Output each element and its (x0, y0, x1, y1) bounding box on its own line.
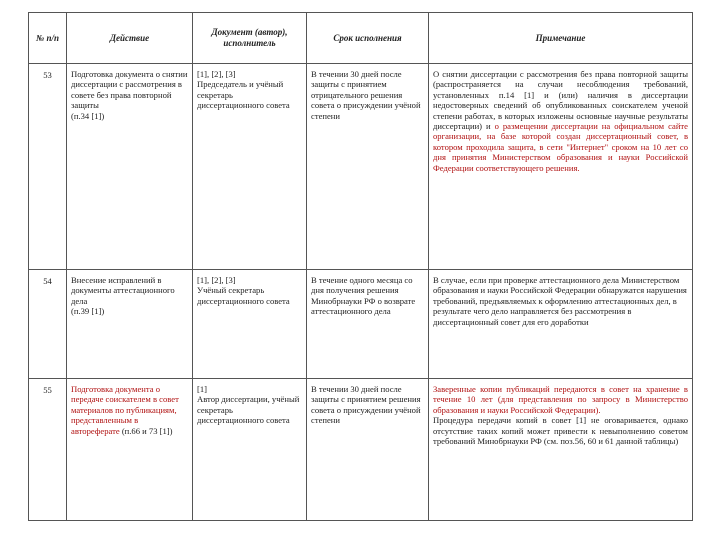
header-document: Документ (автор), исполнитель (193, 13, 307, 64)
note-text: Процедура передачи копий в совет [1] не оговаривается, однако отсутствие таких копий может привести к невыполнению советом требований Минобрнауки РФ (см. поз.56, 60 и 61 данной таблицы) (433, 415, 688, 447)
row-number: 55 (29, 379, 67, 521)
table-row (29, 64, 693, 270)
action-reference: (п.39 [1]) (71, 306, 105, 317)
document-page (28, 12, 692, 528)
document-cell (193, 379, 307, 521)
deadline-cell: В течении 30 дней после защиты с принятием отрицательного решения совета о присуждении учёной степени (307, 64, 429, 270)
row-number: 54 (29, 270, 67, 379)
header-num: № п/п (29, 13, 67, 64)
table-row (29, 270, 693, 379)
header-action: Действие (67, 13, 193, 64)
note-highlight-text: Заверенные копии публикаций передаются в совет на хранение в течение 10 лет (для представления по запросу в Министерство образования и науки Российской Федерации). (433, 384, 688, 415)
note-cell: В случае, если при проверке аттестационного дела Министерством образования и науки Российской Федерации обнаружатся нарушения требований, предъявляемых к оформлению аттестационных дел, в результате чего дело направляется без рассмотрения в диссертационный совет для его доработки (429, 270, 693, 379)
note-text: О снятии диссертации с рассмотрения без права повторной защиты (распространяется на случаи несоблюдения требований, установленных п.14 [1] и (или) наличия в диссертации недостоверных сведений об опубликованных соискателем ученой степени работах, в которых изложены основные научные результаты диссертации) и (433, 69, 688, 132)
document-cell (193, 270, 307, 379)
executor-text: Учёный секретарь диссертационного совета (197, 285, 290, 306)
action-cell (67, 379, 193, 521)
table-header-row (29, 13, 693, 64)
document-references: [1], [2], [3] (197, 275, 236, 285)
action-reference: (п.66 и 73 [1]) (121, 425, 173, 436)
deadline-cell: В течении 30 дней после защиты с принятием решения совета о присуждении учёной степени (307, 379, 429, 521)
executor-text: Автор диссертации, учёный секретарь диссертационного совета (197, 394, 300, 426)
action-highlight-text: Подготовка документа о передаче соискателем в совет материалов по публикациям, представленным в автореферате (71, 384, 179, 436)
procedure-table (28, 12, 693, 521)
document-cell (193, 64, 307, 270)
document-references: [1] (197, 384, 208, 394)
header-note: Примечание (429, 13, 693, 64)
deadline-cell: В течение одного месяца со дня получения решения Минобрнауки РФ о возврате аттестационного дела (307, 270, 429, 379)
note-cell (429, 64, 693, 270)
executor-text: Председатель и учёный секретарь диссертационного совета (197, 79, 290, 111)
header-deadline: Срок исполнения (307, 13, 429, 64)
note-cell (429, 379, 693, 521)
action-text: Внесение исправлений в документы аттестационного дела (71, 275, 175, 306)
note-highlight-text: о размещении диссертации на официальном сайте организации, на базе которой создан диссертационный совет, в котором проходила защита, в сети "Интернет" сроком на 10 лет со дня принятия Министерством образования и науки Российской Федерации соответствующего решения. (433, 121, 688, 173)
row-number: 53 (29, 64, 67, 270)
document-references: [1], [2], [3] (197, 69, 236, 79)
action-cell (67, 270, 193, 379)
action-text: Подготовка документа о снятии диссертации с рассмотрения в совете без права повторной защиты (71, 69, 188, 111)
action-reference: (п.34 [1]) (71, 110, 105, 121)
action-cell (67, 64, 193, 270)
table-row (29, 379, 693, 521)
